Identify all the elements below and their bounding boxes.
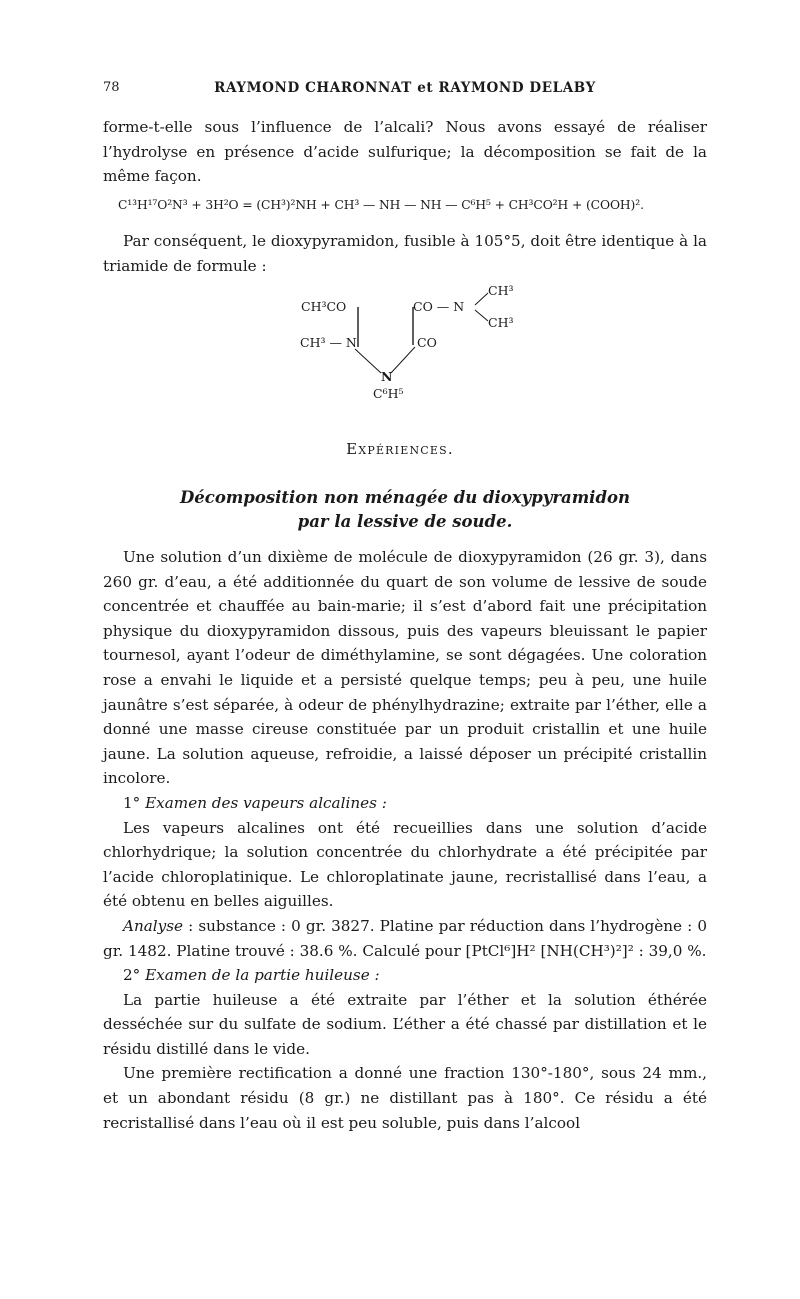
text-block-top	[103, 115, 707, 189]
formula-ch3-n: CH³ — N	[300, 335, 357, 350]
heading-vapeurs: Examen des vapeurs alcalines :	[145, 793, 387, 812]
page-header	[103, 80, 707, 102]
subtitle-line-2: par la lessive de soude.	[297, 512, 513, 531]
section-subtitle	[100, 486, 710, 534]
formula-n: N	[381, 369, 393, 384]
paragraph-huileuse: La partie huileuse a été extraite par l’éther et la solution éthérée desséchée sur du sulfate de sodium. L’éther a été chassé par distillation et le résidu distillé dans le vide.	[103, 990, 707, 1058]
section-heading: Expériences.	[346, 440, 454, 458]
formula-co-n: CO — N	[413, 299, 465, 314]
paragraph-heading-vapeurs	[103, 791, 707, 816]
formula-c6h5: C⁶H⁵	[373, 386, 404, 401]
analyse-label: Analyse	[123, 916, 184, 935]
heading-huileuse: Examen de la partie huileuse :	[145, 966, 380, 985]
formula-ch3co: CH³CO	[301, 299, 347, 314]
heading-number-2: 2°	[123, 966, 141, 985]
structural-formula	[285, 283, 525, 413]
analyse-text: : substance : 0 gr. 3827. Platine par réduction dans l’hydrogène : 0 gr. 1482. Platine trouvé : 38.6 %. Calculé pour [PtCl⁶]H² [NH(CH³)²]² : 39,0 %.	[103, 916, 707, 960]
subtitle-line-1: Décomposition non ménagée du dioxypyramidon	[179, 488, 630, 507]
text-block-conclusion	[103, 229, 707, 278]
paragraph-rectification: Une première rectification a donné une fraction 130°-180°, sous 24 mm., et un abondant résidu (8 gr.) ne distillant pas à 180°. Ce résidu a été recristallisé dans l’eau où il est peu soluble, puis dans l’alcool	[103, 1064, 707, 1132]
paragraph-triamide: Par conséquent, le dioxypyramidon, fusible à 105°5, doit être identique à la triamide de formule :	[103, 232, 707, 275]
paragraph-heading-huileuse	[103, 963, 707, 988]
heading-number-1: 1°	[123, 793, 141, 812]
running-title: RAYMOND CHARONNAT et RAYMOND DELABY	[214, 80, 596, 96]
text-block-experiment	[103, 545, 707, 1135]
chemical-equation: C¹³H¹⁷O²N³ + 3H²O = (CH³)²NH + CH³ — NH — NH — C⁶H⁵ + CH³CO²H + (COOH)².	[118, 198, 644, 212]
page-number: 78	[103, 80, 120, 95]
formula-ch3-top: CH³	[488, 283, 514, 298]
paragraph-solution: Une solution d’un dixième de molécule de dioxypyramidon (26 gr. 3), dans 260 gr. d’eau, a été additionnée du quart de son volume de lessive de soude concentrée et chauffée au bain-marie; il s’est d’abord fait une précipitation physique du dioxypyramidon dissous, puis des vapeurs bleuissant le papier tournesol, ayant l’odeur de diméthylamine, se sont dégagées. Une coloration rose a envahi le liquide et a persisté quelque temps; peu à peu, une huile jaunâtre s’est séparée, à odeur de phénylhydrazine; extraite par l’éther, elle a donné une masse cireuse constituée par un produit cristallin et une huile jaune. La solution aqueuse, refroidie, a laissé déposer un précipité cristallin incolore.	[103, 548, 707, 788]
formula-ch3-right: CH³	[488, 315, 514, 330]
paragraph-hydrolysis: forme-t-elle sous l’influence de l’alcali? Nous avons essayé de réaliser l’hydrolyse en présence d’acide sulfurique; la décomposition se fait de la même façon.	[103, 118, 707, 186]
paragraph-vapeurs: Les vapeurs alcalines ont été recueillies dans une solution d’acide chlorhydrique; la solution concentrée du chlorhydrate a été précipitée par l’acide chloroplatinique. Le chloroplatinate jaune, recristallisé dans l’eau, a été obtenu en belles aiguilles.	[103, 818, 707, 911]
paragraph-analyse	[103, 914, 707, 963]
formula-co-low: CO	[417, 335, 437, 350]
